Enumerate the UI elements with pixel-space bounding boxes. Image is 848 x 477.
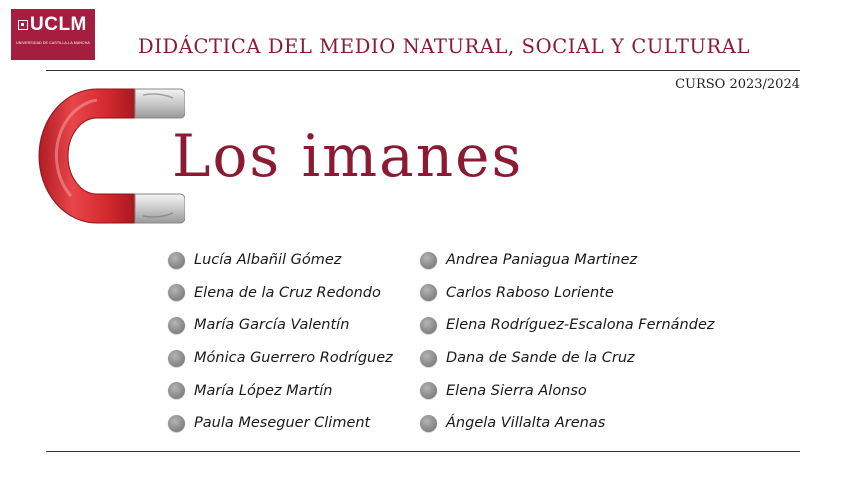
author-name: Dana de Sande de la Cruz	[446, 350, 635, 367]
author-name: Lucía Albañil Gómez	[194, 252, 342, 269]
author-item	[168, 309, 393, 342]
author-item	[420, 309, 714, 342]
authors-left-column	[168, 244, 393, 440]
logo-text: UCLM	[30, 14, 87, 35]
author-name: Elena Rodríguez-Escalona Fernández	[446, 317, 715, 334]
bullet-icon	[168, 252, 185, 269]
author-name: Paula Meseguer Climent	[194, 415, 371, 432]
top-divider	[46, 70, 800, 71]
author-name: Ángela Villalta Arenas	[446, 415, 606, 432]
author-item	[168, 374, 393, 407]
course-title: DIDÁCTICA DEL MEDIO NATURAL, SOCIAL Y CULTURAL	[138, 35, 750, 58]
author-name: María López Martín	[194, 382, 333, 399]
bullet-icon	[168, 415, 185, 432]
bullet-icon	[420, 252, 437, 269]
author-name: Andrea Paniagua Martinez	[446, 252, 638, 269]
bottom-divider	[46, 451, 800, 452]
uclm-emblem-icon	[18, 20, 28, 30]
author-name: Elena de la Cruz Redondo	[194, 284, 381, 301]
bullet-icon	[420, 350, 437, 367]
author-item	[420, 277, 714, 310]
bullet-icon	[420, 284, 437, 301]
author-item	[168, 244, 393, 277]
author-item	[168, 277, 393, 310]
author-name: Mónica Guerrero Rodríguez	[194, 350, 393, 367]
course-year: CURSO 2023/2024	[675, 77, 800, 92]
magnet-icon	[35, 86, 185, 236]
bullet-icon	[168, 350, 185, 367]
page-title: Los imanes	[172, 122, 524, 190]
bullet-icon	[420, 415, 437, 432]
author-item	[420, 374, 714, 407]
author-name: Elena Sierra Alonso	[446, 382, 587, 399]
author-item	[420, 244, 714, 277]
bullet-icon	[168, 284, 185, 301]
author-item	[168, 407, 393, 440]
author-name: María García Valentín	[194, 317, 350, 334]
uclm-logo	[11, 9, 95, 60]
author-item	[168, 342, 393, 375]
bullet-icon	[168, 382, 185, 399]
author-item	[420, 342, 714, 375]
logo-subtext: UNIVERSIDAD DE CASTILLA-LA MANCHA	[16, 41, 90, 45]
bullet-icon	[168, 317, 185, 334]
authors-right-column	[420, 244, 714, 440]
author-item	[420, 407, 714, 440]
bullet-icon	[420, 317, 437, 334]
author-name: Carlos Raboso Loriente	[446, 284, 614, 301]
bullet-icon	[420, 382, 437, 399]
